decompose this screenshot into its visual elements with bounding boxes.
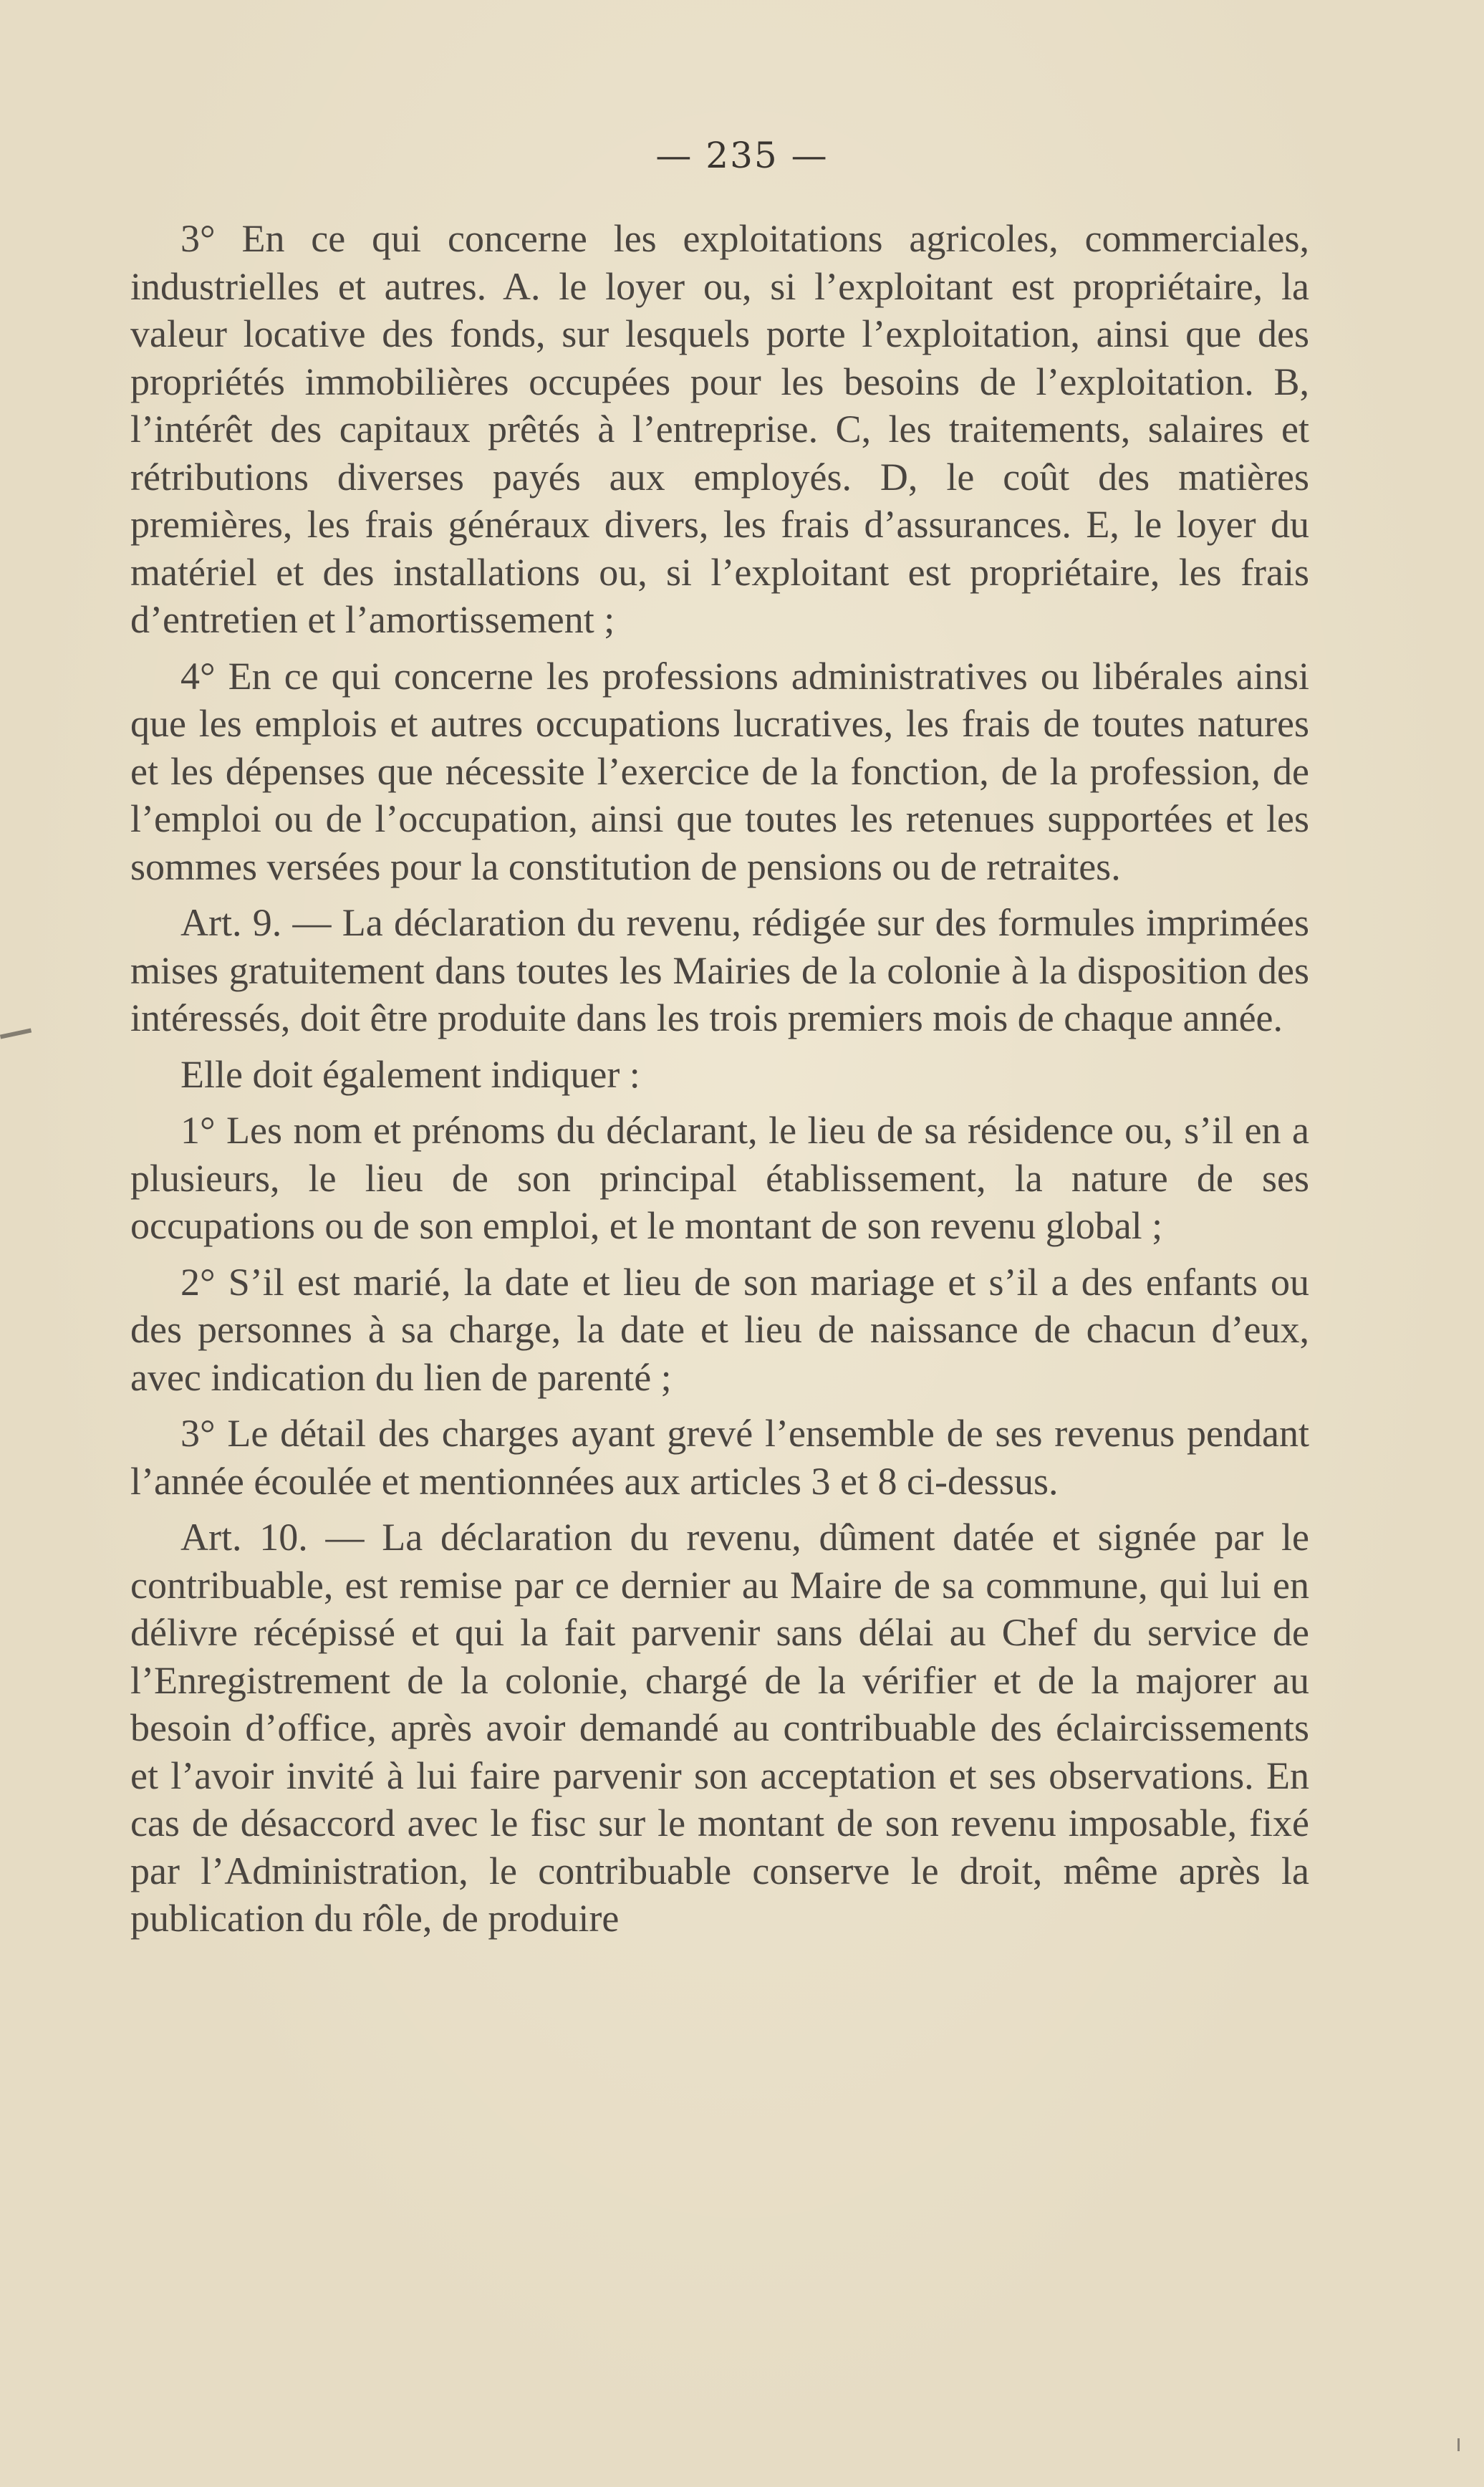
paragraph-art-9: Art. 9. — La déclaration du revenu, rédigée sur des formules imprimées mises gratuitement dans toutes les Mairies de la colonie à la disposition des intéressés, doit être produite dans les trois premiers mois de chaque année. xyxy=(130,901,1309,1039)
paragraph-art-10: Art. 10. — La déclaration du revenu, dûment datée et signée par le contribuable, est remise par ce dernier au Maire de sa commune, qui lui en délivre récépissé et qui la fait parvenir sans délai au Chef du service de l’Enregistrement de la colonie, chargé de la vérifier et de la majorer au besoin d’office, après avoir demandé au contribuable des éclaircissements et l’avoir invité à lui faire parvenir son acceptation et ses observations. En cas de désaccord avec le fisc sur le montant de son revenu imposable, fixé par l’Administration, le contribuable conserve le droit, même après la publication du rôle, de produire xyxy=(130,1516,1309,1940)
paragraph-4-professions: 4° En ce qui concerne les professions administratives ou libérales ainsi que les emplois et autres occupations lucratives, les frais de toutes natures et les dépenses que nécessite l’exercice de la fonction, de la profession, de l’emploi ou de l’occupation, ainsi que toutes les retenues supportées et les sommes versées pour la constitution de pensions ou de retraites. xyxy=(130,654,1309,888)
paragraph-item-2: 2° S’il est marié, la date et lieu de son mariage et s’il a des enfants ou des personnes à sa charge, la date et lieu de naissance de chacun d’eux, avec indication du lien de parenté ; xyxy=(130,1260,1309,1399)
body-text xyxy=(130,215,1309,1943)
paragraph-item-1: 1° Les nom et prénoms du déclarant, le lieu de sa résidence ou, s’il en a plusieurs, le lieu de son principal établissement, la nature de ses occupations ou de son emploi, et le montant de son revenu global ; xyxy=(130,1109,1309,1247)
paragraph-3-exploitations: 3° En ce qui concerne les exploitations agricoles, commerciales, industrielles et autres. A. le loyer ou, si l’exploitant est propriétaire, la valeur locative des fonds, sur lesquels porte l’exploitation, ainsi que des propriétés immobilières occupées pour les besoins de l’exploitation. B, l’intérêt des capitaux prêtés à l’entreprise. C, les traitements, salaires et rétributions diverses payés aux employés. D, le coût des matières premières, les frais généraux divers, les frais d’assurances. E, le loyer du matériel et des installations ou, si l’exploitant est propriétaire, les frais d’entretien et l’amortissement ; xyxy=(130,217,1309,641)
paragraph-indication-intro: Elle doit également indiquer : xyxy=(180,1052,640,1096)
margin-ink-mark xyxy=(0,1028,32,1039)
paragraph-item-3: 3° Le détail des charges ayant grevé l’ensemble de ses revenus pendant l’année écoulée et mentionnées aux articles 3 et 8 ci-dessus. xyxy=(130,1412,1309,1503)
page-number: — 235 — xyxy=(655,135,829,176)
corner-ink-mark xyxy=(1458,2438,1460,2451)
